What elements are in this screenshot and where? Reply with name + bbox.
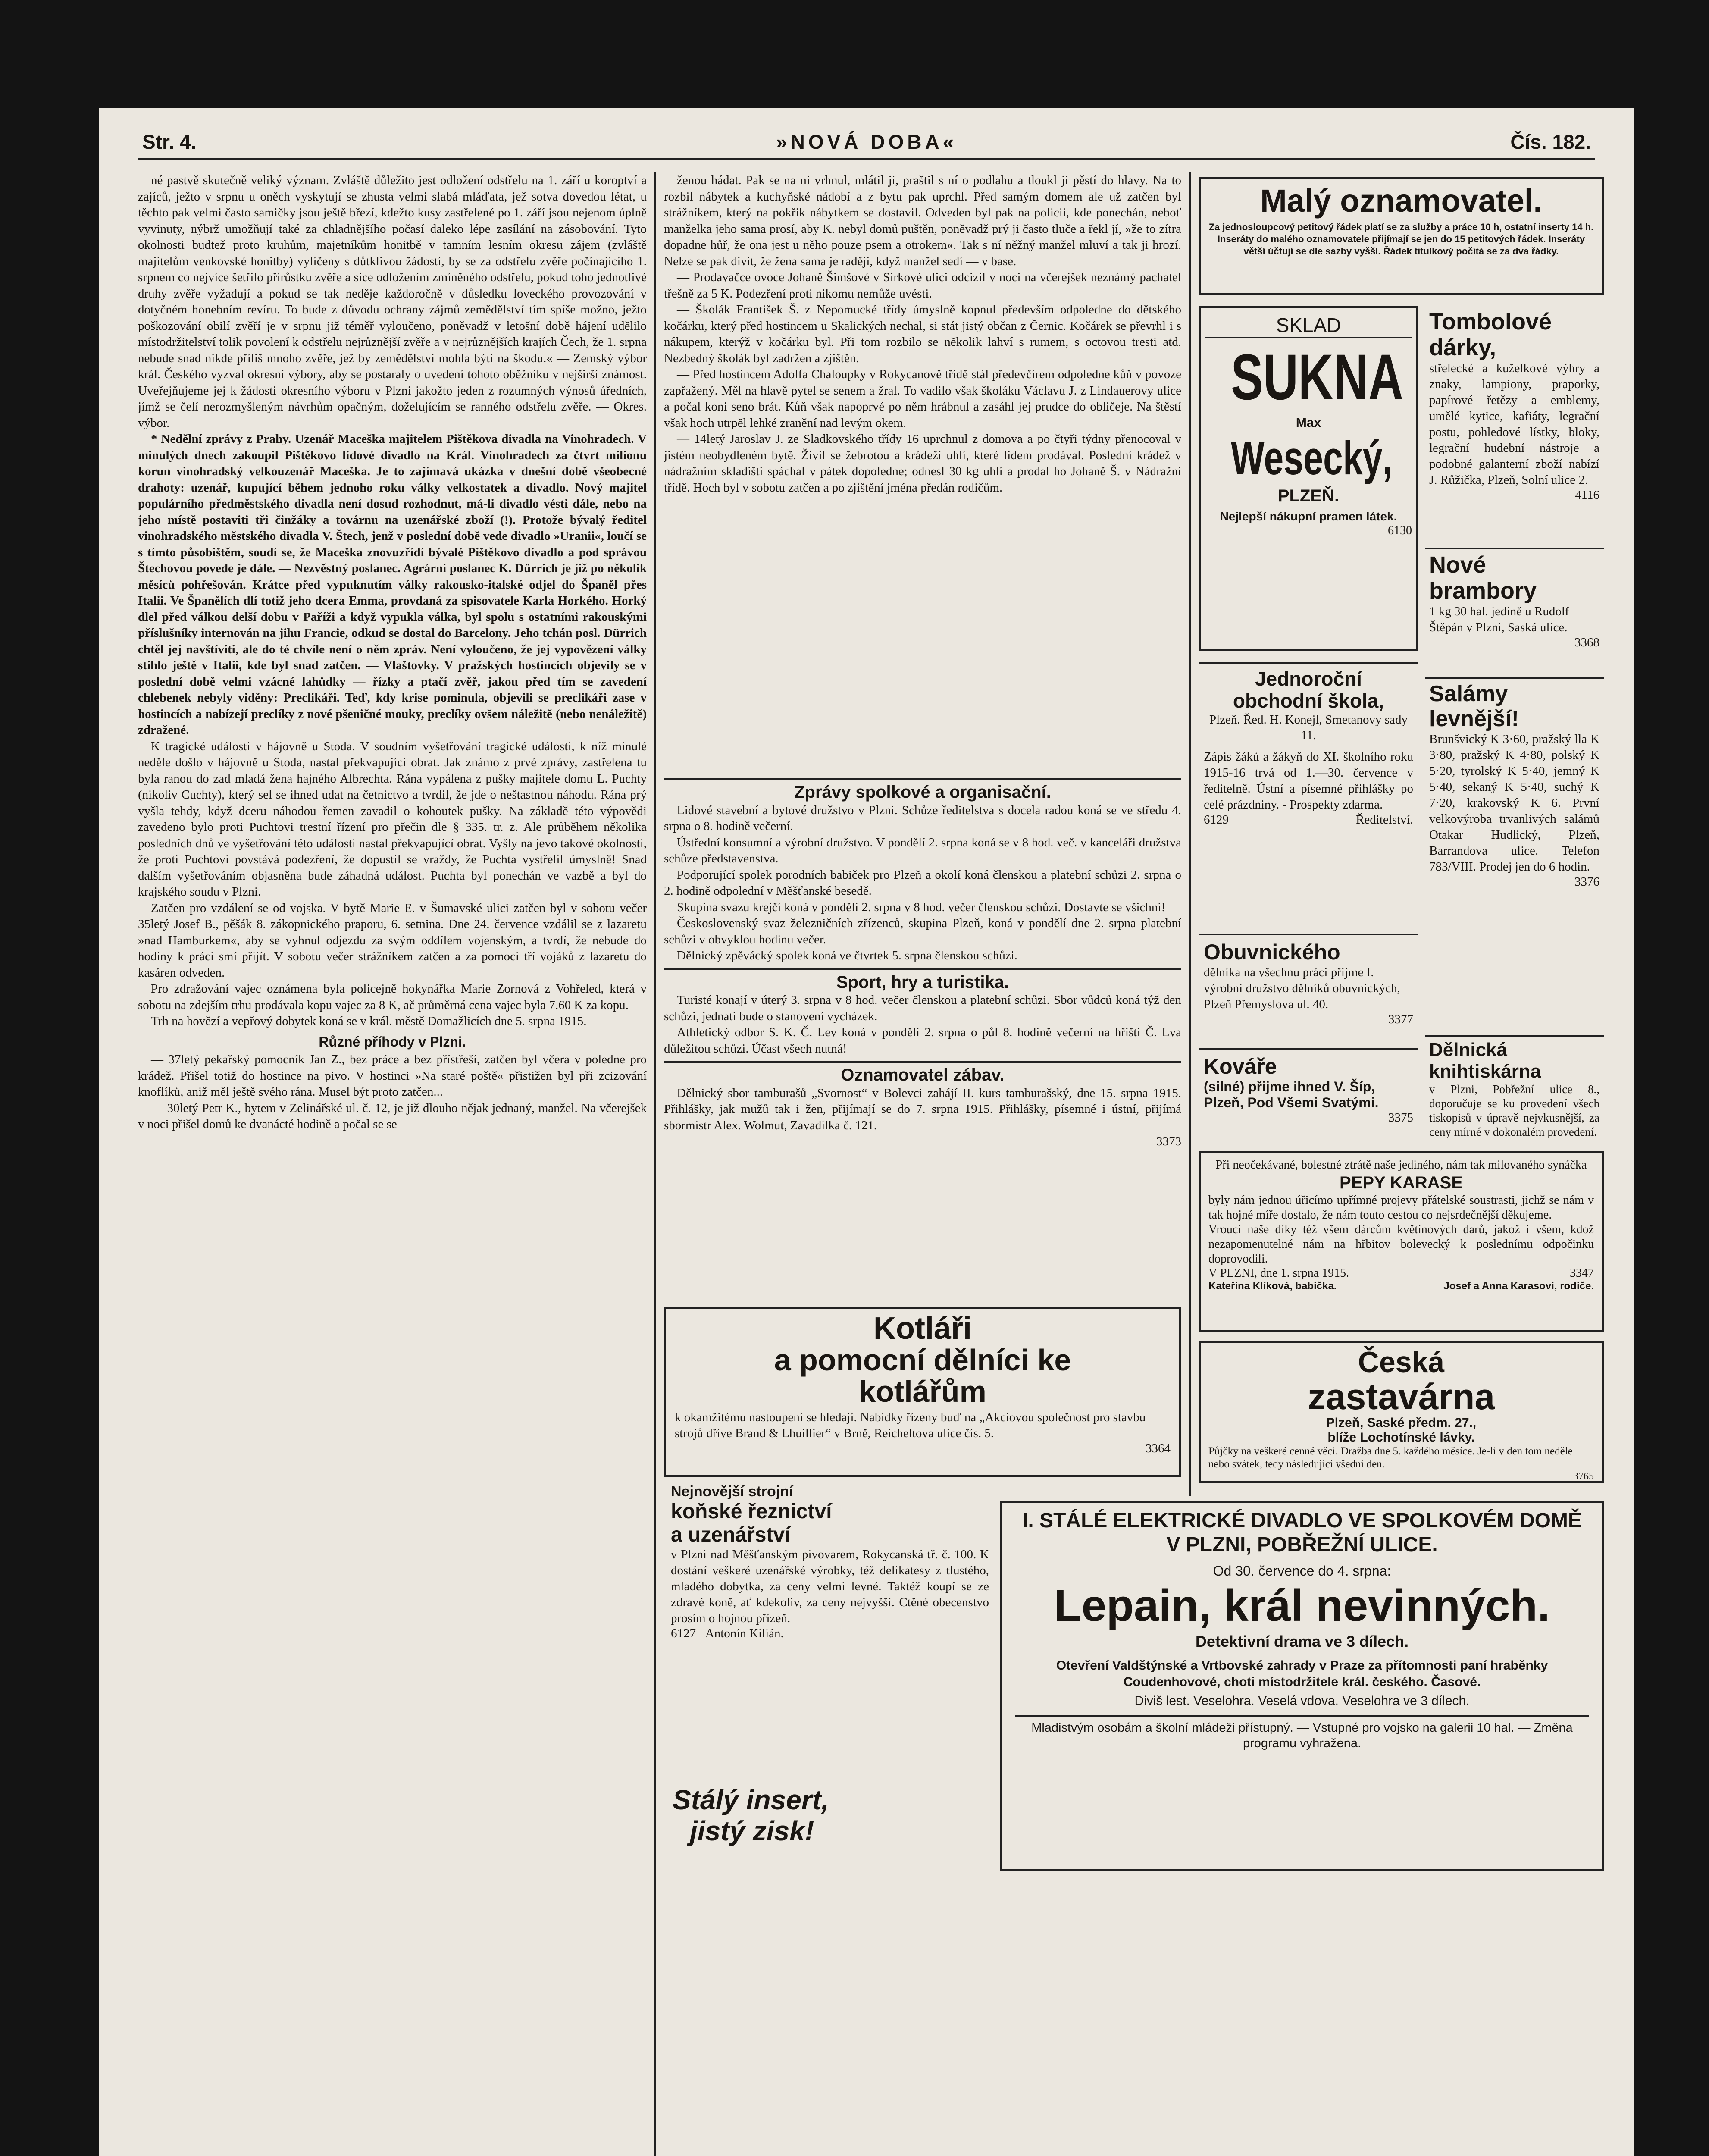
thanks-number: 3347 [1570, 1266, 1594, 1280]
article-cattle-market: Trh na hovězí a vepřový dobytek koná se v král. městě Domažlicích dne 5. srpna 1915. [151, 1014, 587, 1028]
ad-shoemaker [1199, 934, 1418, 1046]
thanks-date: V PLZNI, dne 1. srpna 1915. [1208, 1266, 1349, 1280]
cinema-notice: Mladistvým osobám a školní mládeži přístupný. — Vstupné pro vojsko na galerii 10 hal. — Změna programu vyhražena. [1015, 1715, 1589, 1751]
column-2-text [664, 172, 1181, 772]
potatoes-title: Nové brambory [1429, 552, 1537, 604]
cinema-feature-subtitle: Detektivní drama ve 3 dílech. [1195, 1633, 1409, 1650]
thanks-signature-1: Kateřina Klíková, babička. [1208, 1280, 1337, 1292]
ad-blacksmith [1199, 1048, 1418, 1143]
school-body: Zápis žáků a žákyň do XI. školního roku 1915-16 trvá od 1.—30. července v ředitelně. Ústní a písemné přihlášky po celé prázdniny. - Prospekty zdarma. [1204, 750, 1413, 812]
ad-electric-cinema [1000, 1501, 1604, 1871]
article-stod-tragedy: K tragické události v hájovně u Stoda. V soudním vyšetřování tragické události, k níž minulé neděle došlo v hájovně u Stoda, nastal překvapující obrat. Jak známo z prvé zprávy, zastřelena tu byla ranou do zad mladá žena hajného Albrechta. Rána vypálena z pušky majitele domu L. Puchty (nikoliv Cuchty), který sel se ihned udat na četnictvo a tvrdil, že jde o neštastnou náhodu. Rána prý vyšla tehdy, když dceru náhodou řemen zavadil o kohoutek pušky. Na základě této výpovědi zavedeno bylo proti Puchtovi trestní řízení pro přečin dle § 335. tr. z. Ale průběhem několika posledních dnů ve vyšetřování této události nastal překvapující obrat. Vyšly na jevo takové okolnosti, že proti Puchtovi povstává podezření, že dopustil se vraždy, že Puchta vystřelil úmyslně! Snad dalším vyšetřováním objasněna bude záhadná událost. Puchta byl ponechán ve vazbě a byl do krajského soudu v Plzni. [138, 739, 647, 899]
thanks-body: byly nám jednou úřicímo upřímné projevy přátelské soustrasti, jichž se nám v tak hojné míře dostalo, že nám touto cestou co nejsrdečnější děkujeme. [1208, 1194, 1594, 1222]
club-notice-6: Dělnický zpěvácký spolek koná ve čtvrtek 5. srpna členskou schůzi. [677, 949, 1017, 962]
article-egg-prices: Pro zdražování vajec oznámena byla policejně hokynářka Marie Zornová z Vohřeled, která v sobotu na zdejším trhu prodávala kopu vajec za 8 K, ač průměrná cena vajec byla 7.60 K za kopu. [138, 982, 647, 1012]
cloth-first-name: Max [1296, 416, 1321, 430]
raffle-number: 4116 [1575, 488, 1599, 502]
thanks-signature-2: Josef a Anna Karasovi, rodiče. [1443, 1280, 1594, 1292]
ad-boilermakers [664, 1307, 1181, 1477]
newspaper-page [99, 108, 1634, 2156]
notice-thanks-karas [1199, 1151, 1604, 1332]
thanks-body-2: Vroucí naše díky též všem dárcům květinových darů, jakož i všem, kdož nezapomenutelné nám na hřbitov bolevecký k poslednímu odpočinku doprovodili. [1208, 1223, 1594, 1266]
article-horse-incident: — Před hostincem Adolfa Chaloupky v Rokycanově třídě stál předevčírem odpoledne kůň v povoze zapřažený. Měl na hlavě pytel se senem a žral. To vadilo však školáku Václavu J. z Lindauerovy ulice a počal koni seno brát. Kůň však napoprvé po něm hrábnul a zasáhl jej prudce do obličeje. Na štěstí však hoch utrpěl lehké zranění nad levým okem. [664, 367, 1181, 430]
club-notice-4: Skupina svazu krejčí koná v pondělí 2. srpna v 8 hod. večer členskou schůzi. Dostavte se všichni! [677, 900, 1166, 914]
ad-pawnshop [1199, 1341, 1604, 1483]
section-heading-sport: Sport, hry a turistika. [664, 968, 1181, 991]
raffle-body: střelecké a kuželkové výhry a znaky, lampiony, praporky, papírové řetězy a emblemy, umělé kytice, kafiáty, legrační postu, pohledové lístky, bloky, legrační hudební nástroje a podobné galanterní zboží nabízí J. Růžička, Plzeň, Solní ulice 2. [1429, 361, 1599, 487]
sport-notice-1: Turisté konají v úterý 3. srpna v 8 hod. večer členskou a platební schůzi. Sbor vůdců koná týž den schůzi, jednati bude o stanovení vycházek. [664, 993, 1181, 1023]
section-heading-clubs: Zprávy spolkové a organisační. [664, 778, 1181, 801]
cloth-city: PLZEŇ. [1277, 486, 1340, 505]
article-deserter: Zatčen pro vzdálení se od vojska. V bytě Marie E. v Šumavské ulici zatčen byl v sobotu večer 35letý Josef B., pěšák 8. zákopnického praporu, 6. setnina. Dne 24. července vzdálil se z lazaretu »nad Hamburkem«, aby se vyhnul odjezdu za svým oddílem vojenským, a tvrdí, že nebude do hodiny k práci smí přijít. V sobotu večer strážníkem zatčen a za pomoci tří vojáků z lazaretu do kasáren odveden. [138, 901, 647, 980]
pawnshop-title-2: zastavárna [1307, 1376, 1495, 1417]
potatoes-number: 3368 [1574, 636, 1599, 649]
section-clubs [664, 774, 1181, 1304]
club-notice-5: Československý svaz železničních zřízenců, skupina Plzeň, koná v pondělí dne 2. srpna platební schůzi v obvyklou hodinu večer. [664, 916, 1181, 946]
cinema-program-1: Otevření Valdštýnské a Vrtbovské zahrady v Praze za přítomnosti paní hraběnky Coudenhovové, choti místodržitele král. českého. Časové. [1056, 1658, 1548, 1689]
column-1 [138, 172, 647, 2156]
print-shop-body: v Plzni, Pobřežní ulice 8., doporučuje se ku provedení všech tiskopisů v úpravě nejvkusnější, za ceny mírné v dokonalém provedení. [1429, 1083, 1599, 1138]
ad-new-potatoes [1425, 548, 1604, 673]
thanks-name: PEPY KARASE [1339, 1173, 1463, 1192]
school-title-2: obchodní škola, [1233, 689, 1384, 712]
school-address: Plzeň. Řed. H. Konejl, Smetanovy sady 11. [1209, 713, 1408, 742]
article-hunting-text: né pastvě skutečně veliký význam. Zvláště důležito jest odložení odstřelu na 1. září u koroptví a zajíců, ježto v srpnu u oněch vyskytují se zhusta velmi slabá mláďata, jež sotva dovedou létat, u těchto pak velmi často samičky jsou ještě březí, kdežto kusy zastřelené po 1. září jsou nejenom úplně vyvinuty, nýbrž umožňují také za chladnějšího počasí daleko lépe zasílání na zásobování. Tyto okolnosti budtež proto kruhům, majetníkům honitbě v tamním lesním okresu zájem (zvláště majitelům venkovské honitby) vylíčeny s důtklivou žádostí, by se za odstřelu zvěře počínajícího 1. srpnem co nejvíce šetřilo přírůstku zvěře a sice odložením zmíněného odstřelu, pokud toho jednotlivé druhy zvěře vyžadují a pokud se tak neděje každoročně v důsledku loveckého provozování v dotyčném honebním revíru. To bude z důvodu ochrany zájmů zemědělství tím spíše možno, ježto poškozování obilí zvěří je v srpnu již téměř vyloučeno, poněvadž v letošní době hájení udělilo místodržitelství tolik povolení k odstřelu nejrůznější zvěře a v nejrůznějších krajích Čech, že 1. srpna nebude snad nikde příliš mnoho zvěře, jež by zemědělství mohla býti na škodu.« — Zemský výbor král. Českého vyzval okresní výbory, aby se postaraly o uvedení tohoto oběžníku v nejširší známost. Uveřejňujeme jej k žádosti okresního výboru v Plzni jakožto jeden z rozumných výnosů úředních, jímž se čelí nerozmyšleným návrhům opačným, doželujícím se ranného odstřelu zvěře. — Okres. výbor. [138, 173, 647, 430]
ad-butcher-title-2: a uzenářství [671, 1523, 791, 1546]
pawnshop-body: Půjčky na veškeré cenné věci. Dražba dne 5. každého měsíce. Je-li v den tom neděle nebo svátek, tedy následující všední den. [1208, 1445, 1573, 1470]
pawnshop-number: 3765 [1573, 1471, 1594, 1482]
blacksmith-body: (silné) přijme ihned V. Šíp, Plzeň, Pod Všemi Svatými. [1204, 1079, 1379, 1110]
ad-business-school [1199, 662, 1418, 931]
page-header [138, 122, 1595, 160]
ad-boilermakers-body: k okamžitému nastoupení se hledají. Nabídky řízeny buď na „Akciovou společnost pro stavbu strojů dříve Brand & Lhuillier“ v Brně, Reicheltova ulice čís. 5. [675, 1410, 1146, 1440]
article-pram-incident: — Školák František Š. z Nepomucké třídy úmyslně kopnul především odpoledne do dětského kočárku, který před hostincem u Skalických nechal, si stát jistý občan z Černic. Kočárek se převrhl i s nákupem, kterýž v kočárku byl. Při tom rozbilo se několik lahví s rumem, s octovou tresti atd. Nezbedný školák byl zadržen a zjištěn. [664, 303, 1181, 365]
ad-salami [1425, 677, 1604, 1033]
masthead-title: »NOVÁ DOBA« [776, 131, 958, 153]
school-title-1: Jednoroční [1255, 667, 1362, 690]
thanks-intro: Při neočekávané, bolestné ztrátě naše jediného, nám tak milovaného synáčka [1215, 1158, 1587, 1172]
page-number: Str. 4. [142, 131, 197, 153]
shoemaker-body: dělníka na všechnu práci přijme I. výrobní družstvo dělníků obuvnických, Plzeň Přemyslova ul. 40. [1204, 965, 1400, 1011]
ad-butcher-number: 6127 [671, 1626, 696, 1640]
pawnshop-address: Plzeň, Saské předm. 27., [1326, 1416, 1477, 1430]
column-divider-right [1189, 172, 1191, 1496]
sport-notice-2: Athletický odbor S. K. Č. Lev koná v pondělí 2. srpna o půl 8. hodině večerní na hřišti Č. Lva důležitou schůzi. Účast všech nutná! [664, 1025, 1181, 1056]
shoemaker-number: 3377 [1388, 1012, 1413, 1026]
article-incident-baker: — 37letý pekařský pomocník Jan Z., bez práce a bez přístřeší, zatčen byl včera v poledne pro krádež. Přišel totiž do hostince na pivo. V hostinci »Na staré poště« přistižen byl při zcizování knoflíků, aniž měl ještě svého rána. Musel být proto zatčen... [138, 1053, 647, 1099]
ad-boilermakers-number: 3364 [1146, 1442, 1171, 1455]
salami-title: Salámy levnější! [1429, 681, 1519, 731]
column-divider [654, 172, 656, 2156]
ad-raffle-gifts [1425, 306, 1604, 545]
salami-number: 3376 [1574, 875, 1599, 889]
pawnshop-location: blíže Lochotínské lávky. [1327, 1430, 1475, 1445]
cinema-main-feature: Lepain, král nevinných. [1054, 1581, 1550, 1631]
article-runaway-boy: — 14letý Jaroslav J. ze Sladkovského třídy 16 uprchnul z domova a po čtyři týdny přenocoval v jistém neobydleném bytě. Živil se žebrotou a krádeží uhlí, které lidem prodával. Poslední krádež v nádražním skladišti spáchal v pátek dopoledne; odnesl 30 kg uhlí a prodal ho Johaně Š. v Nádražní třídě. Hoch byl v sobotu zatčen a po zjištění jména předán rodičům. [664, 432, 1181, 495]
ad-butcher-title-1: koňské řeznictví [671, 1500, 832, 1523]
section-heading-events: Oznamovatel zábav. [664, 1061, 1181, 1084]
ad-print-shop [1425, 1035, 1604, 1143]
salami-body: Brunšvický K 3·60, pražský lla K 3·80, pražský K 4·80, polský K 5·20, tyrolský K 5·40, jemný K 5·40, sekaný K 5·40, suchý K 7·20, krakovský K 6. První velkovýroba trvanlivých salámů Otakar Hudlický, Plzeň, Barrandova ulice. Telefon 783/VIII. Prodej jen do 6 hodin. [1429, 732, 1599, 874]
cloth-label: SKLAD [1205, 313, 1412, 338]
ad-boilermakers-title-3: kotlářům [859, 1375, 986, 1408]
ad-butcher-body: v Plzni nad Měšťanským pivovarem, Rokycanská tř. č. 100. K dostání veškeré uzenářské výrobky, též delikatesy z tlustého, mladého dobytka, za ceny velmi levné. Taktéž koupí se ze zdravé koně, ať kdekoliv, za ceny nejvyšší. Ctěné obecenstvo prosím o hojnou přízeň. [671, 1548, 989, 1625]
school-number: 6129 [1204, 813, 1229, 827]
cinema-program-2: Diviš lest. Veselohra. Veselá vdova. Veselohra ve 3 dílech. [1134, 1694, 1470, 1708]
potatoes-body: 1 kg 30 hal. jedině u Rudolf Štěpán v Plzni, Saská ulice. [1429, 605, 1569, 634]
classifieds-title: Malý oznamovatel. [1260, 183, 1542, 219]
club-notice-1: Lidové stavební a bytové družstvo v Plzni. Schůze ředitelstva s docela radou koná se ve středu 4. srpna o 8. hodině večerní. [664, 803, 1181, 833]
ad-horse-butcher [664, 1479, 996, 1777]
ad-butcher-signature: Antonín Kilián. [705, 1626, 784, 1640]
article-domestic-fight: ženou hádat. Pak se na ni vrhnul, mlátil ji, praštil s ní o podlahu a tloukl ji pěstí do hlavy. Na to rozbil nábytek a kuchyňské nádobí a z bytu pak uprchl. Před samým domem ale už zatčen byl strážníkem, který na pokřik nábytkem se dostavil. Odveden byl pak na policii, kde ponechán, neboť manželka jeho sama prosí, aby K. nebyl domů puštěn, poněvadž prý ji často tluče a řekl jí, »že to zítra dopadne hůř, že ona jest u něho pouze psem a otrokem«. Tak s ní něžný manžel mluví a tak ji hrozí. Nelze se pak divit, že žena sama je raději, když manžel sedí — v base. [664, 173, 1181, 268]
ad-small-classifieds [1199, 177, 1604, 295]
cinema-title: I. STÁLÉ ELEKTRICKÉ DIVADLO VE SPOLKOVÉM DOMĚ V PLZNI, POBŘEŽNÍ ULICE. [1022, 1509, 1582, 1556]
classifieds-body: Za jednosloupcový petitový řádek platí se za služby a práce 10 h, ostatní inserty 14 h. Inseráty do malého oznamovatele přijímají se jen do 15 petitových řádek. Inseráty větší účtují se dle sazby vyšší. Řádek titulkový počítá se za dva řádky. [1208, 222, 1594, 257]
cloth-number: 6130 [1388, 524, 1412, 537]
ad-permanent-insert [664, 1781, 996, 1854]
cloth-merchant: Wesecký, [1231, 432, 1393, 485]
club-notice-3: Podporující spolek porodních babiček pro Plzeň a okolí koná členskou a platební schůzi 2. srpna o 2. hodině odpolední v Měšťanské besedě. [664, 868, 1181, 898]
ad-insert-line-2: jistý zisk! [690, 1815, 814, 1846]
blacksmith-number: 3375 [1388, 1111, 1413, 1125]
blacksmith-title: Kováře [1204, 1054, 1277, 1078]
ad-boilermakers-title-2: a pomocní dělníci ke [774, 1343, 1071, 1377]
cinema-dates: Od 30. července do 4. srpna: [1213, 1563, 1391, 1579]
club-notice-2: Ústřední konsumní a výrobní družstvo. V pondělí 2. srpna koná se v 8 hod. več. v kanceláři družstva schůze představenstva. [664, 835, 1181, 865]
raffle-title: Tombolové dárky, [1429, 309, 1552, 360]
ad-insert-line-1: Stálý insert, [673, 1784, 829, 1815]
shoemaker-title: Obuvnického [1204, 940, 1340, 964]
pawnshop-title-1: Česká [1358, 1346, 1445, 1379]
cloth-big-word: SUKNA [1231, 341, 1404, 413]
article-incident-husband: — 30letý Petr K., bytem v Zelinářské ul. č. 12, je již dlouho nějak jednaný, manžel. Na včerejšek v noci přišel domů ke dvanácté hodině a počal se se [138, 1101, 647, 1131]
section-heading-incidents: Různé příhody v Plzni. [319, 1034, 466, 1050]
article-prague-news: * Nedělní zprávy z Prahy. Uzenář Maceška majitelem Pištěkova divadla na Vinohradech. V minulých dnech zakoupil Pištěkovo lidové divadlo na Král. Vinohradech za čtvrt milionu korun vinohradský velkouzenář Maceška. Je to zajímavá ukázka v dnešní době všeobecné drahoty: uzenář, kupující během jednoho roku války velkostatek a divadlo. Nový majitel populárního předměstského divadla není dosud rozhodnut, má-li divadlo vésti dále, nebo na jeho místě postaviti tři činžáky a továrnu na uzenářské zboží (!). Protože bývalý ředitel vinohradského městského divadla V. Štech, jenž v poslední době vede divadlo »Uranii«, loučí se s tímto působištěm, soudí se, že Maceška znovuzřídí bývalé Pištěkovo divadlo a pod správou Štechovou povede je dále. — Nezvěstný poslanec. Agrární poslanec K. Dürrich je již po několik měsíců pohřešován. Krátce před vypuknutím války rakousko-italské odjel do Španěl přes Italii. Ve Španělích dlí totiž jeho dcera Emma, provdaná za spisovatele Karla Horkého. Horký dlel před válkou delší dobu v Paříži a když vypukla válka, byl spolu s ostatními rakouskými příslušníky internován na jihu Francie, odkud se dostal do Barcelony. Jeho tchán posl. Dürrich chtěl jej navštíviti, ale do té chvíle není o něm zpráv. Není vyloučeno, že jej vypovězení války stihlo ještě v Italii, kde byl snad zatčen. — Vlaštovky. V pražských hostincích objevily se v poslední době velmi vzácné lahůdky — řízky a ptačí zvěř, jakou před tím se zavedení chlebenek nebyly viděny: Preclikáři. Teď, kdy krise pominula, objevili se preclikáři zase v hostincích a nabízejí preclíky z nové pšeničné mouky, preclíky ovšem náležitě (nebo nenáležitě) zdražené. [138, 432, 647, 737]
school-signature: Ředitelství. [1356, 813, 1413, 827]
issue-number: Čís. 182. [1510, 131, 1591, 153]
event-notice-tamburitza: Dělnický sbor tamburašů „Svornost“ v Bolevci zahájí II. kurs tamburašský, dne 15. srpna 1915. Přihlášky, jak mužů tak i žen, přijímají se do 7. srpna 1915. Přihlášky, písemné i ústní, přijímá sbormistr Alex. Wolmut, Zavadilka č. 121. [664, 1086, 1181, 1132]
article-cherry-theft: — Prodavačce ovoce Johaně Šimšové v Sirkové ulici odcizil v noci na včerejšek neznámý pachatel třešně za 5 K. Podezření proti nikomu nemůže uvésti. [664, 270, 1181, 301]
ad-butcher-tag: Nejnovější strojní [671, 1483, 793, 1500]
ad-cloth-warehouse [1199, 306, 1418, 651]
event-notice-number: 3373 [1156, 1134, 1181, 1148]
ad-boilermakers-title-1: Kotláři [873, 1311, 972, 1346]
print-shop-title: Dělnická knihtiskárna [1429, 1039, 1541, 1082]
cloth-tagline: Nejlepší nákupní pramen látek. [1220, 510, 1397, 523]
